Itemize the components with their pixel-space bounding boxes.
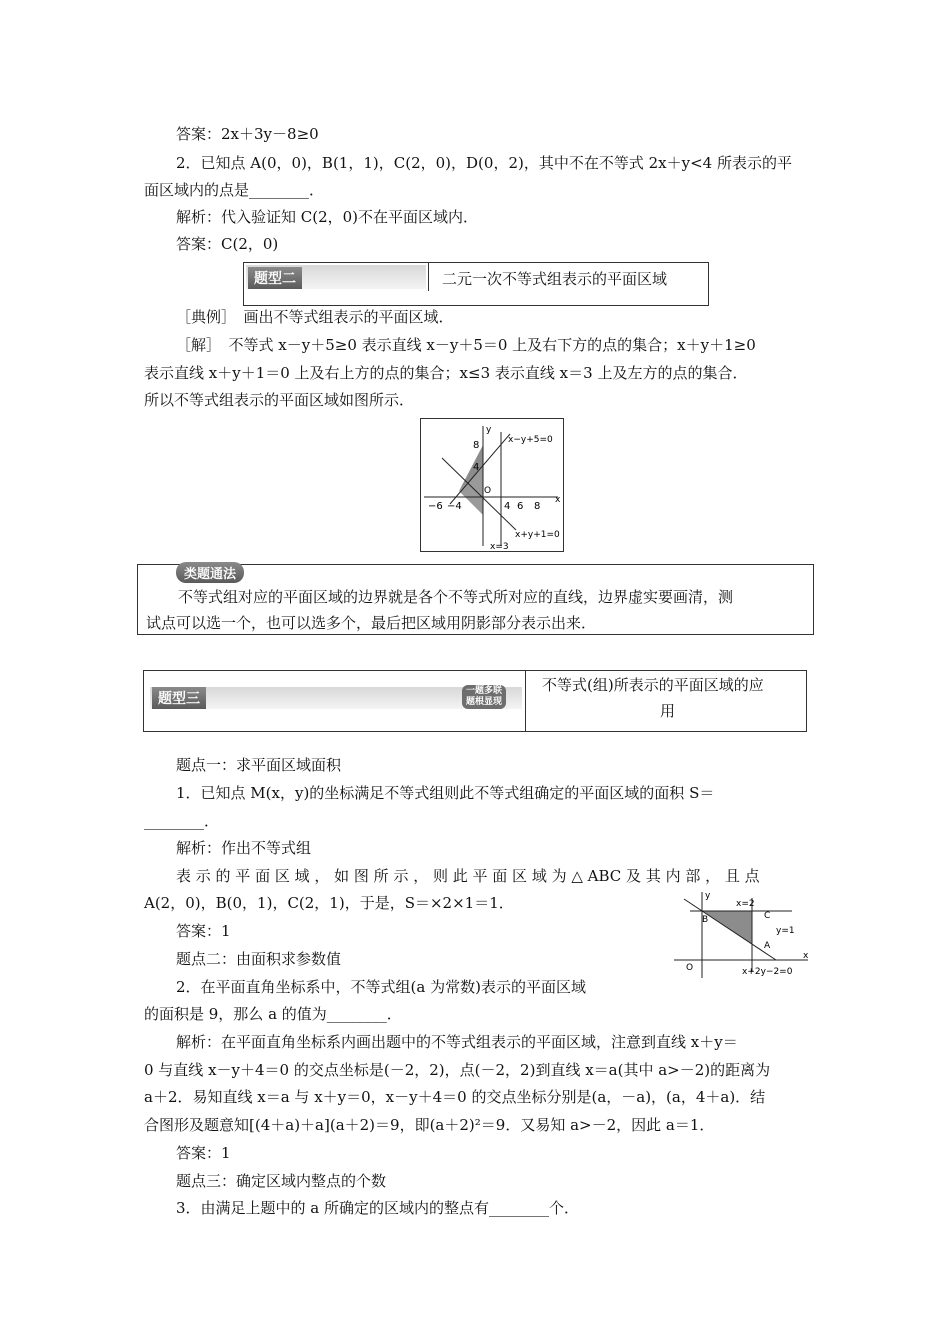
label-line-b: x+y+1=0 [515,530,560,540]
origin-label: O [484,486,492,496]
badge-line-2: 题根显现 [466,697,503,707]
method-line-1: 不等式组对应的平面区域的边界就是各个不等式所对应的直线，边界虚实要画清，测 [178,588,734,606]
analysis-line: 0 与直线 x－y＋4＝0 的交点坐标是(－2，2)，点(－2，2)到直线 x＝a(其中 a>－2)的距离为 [144,1061,771,1079]
solution-line: 所以不等式组表示的平面区域如图所示． [144,391,415,409]
analysis-line: a＋2．易知直线 x＝a 与 x＋y＝0，x－y＋4＝0 的交点坐标分别是(a，－a)，(a，4＋a)．结 [144,1088,766,1106]
point-c: C [764,911,771,921]
line-diag [684,899,776,960]
analysis-line: 解析：代入验证知 C(2，0)不在平面区域内． [176,208,479,226]
point-b: B [702,915,709,925]
answer-line: 答案：C(2，0) [176,235,279,253]
topic-title: 二元一次不等式组表示的平面区域 [442,270,668,288]
topic-tag: 题型三 [152,687,206,709]
subtopic-heading: 题点一：求平面区域面积 [176,756,342,774]
x-label: x [803,951,809,961]
subtopic-heading: 题点三：确定区域内整点的个数 [176,1172,387,1190]
topic-title-1: 不等式(组)所表示的平面区域的应 [542,676,764,694]
topic-title-2: 用 [660,702,676,720]
example-line: ［典例］ 画出不等式组表示的平面区域． [176,308,454,326]
question-2b: 2．在平面直角坐标系中，不等式组(a 为常数)表示的平面区域 [176,978,586,996]
point-a: A [764,941,771,951]
question-2-cont: 面区域内的点是________． [144,181,325,199]
method-line-2: 试点可以选一个，也可以选多个，最后把区域用阴影部分表示出来． [146,614,597,632]
tick-x-neg4: −4 [447,501,462,512]
answer-line: 答案：2x＋3y－8≥0 [176,125,319,143]
analysis-line: 表 示 的 平 面 区 域 ， 如 图 所 示 ， 则 此 平 面 区 域 为 △ ABC 及 其 内 部 ， 且 点 [176,867,760,885]
solution-line: ［解］ 不等式 x－y＋5≥0 表示直线 x－y＋5＝0 上及右下方的点的集合；x＋y＋1≥0 [176,336,756,354]
y-label: y [486,425,492,435]
method-tag: 类题通法 [176,562,244,583]
tick-x-8: 8 [534,501,541,512]
label-y1: y=1 [776,926,795,936]
question-2b-cont: 的面积是 9，那么 a 的值为________． [144,1005,402,1023]
x-label: x [555,495,561,505]
answer-line: 答案：1 [176,1144,231,1162]
topic-banner-2 [243,262,709,306]
question-1: 1．已知点 M(x，y)的坐标满足不等式组则此不等式组确定的平面区域的面积 S＝ [176,784,715,802]
topic-tag: 题型二 [248,267,302,289]
tick-x-6: 6 [517,501,524,512]
analysis-line: A(2，0)，B(0，1)，C(2，1)，于是，S＝×2×1＝1． [144,894,514,912]
analysis-line: 合图形及题意知[(4＋a)＋a](a＋2)＝9，即(a＋2)²＝9．又易知 a>－2，因此 a＝1． [144,1116,715,1134]
label-diag: x+2y−2=0 [742,967,793,977]
y-label: y [705,891,711,901]
figure-region-2 [672,888,812,980]
figure-region-1 [420,418,564,552]
tick-y-4: 4 [473,462,480,473]
answer-line: 答案：1 [176,922,231,940]
question-3: 3．由满足上题中的 a 所确定的区域内的整点有________个． [176,1199,580,1217]
tick-x-neg6: −6 [428,501,443,512]
label-line-c: x=3 [490,542,509,552]
method-box [137,564,814,635]
subtopic-heading: 题点二：由面积求参数值 [176,950,342,968]
topic-banner-3 [143,670,807,732]
analysis-line: 解析：作出不等式组 [176,839,312,857]
question-1-cont: ________． [144,812,220,830]
tick-y-8: 8 [473,440,480,451]
label-line-a: x−y+5=0 [508,435,553,445]
label-x2: x=2 [736,899,755,909]
tick-x-4: 4 [504,501,511,512]
badge [462,685,506,709]
origin-label: O [686,963,694,973]
question-2: 2．已知点 A(0，0)，B(1，1)，C(2，0)，D(0，2)，其中不在不等式 2x＋y<4 所表示的平 [176,154,792,172]
solution-line: 表示直线 x＋y＋1＝0 上及右上方的点的集合；x≤3 表示直线 x＝3 上及左方的点的集合． [144,364,748,382]
badge-line-1: 一题多联 [466,686,503,696]
analysis-line: 解析：在平面直角坐标系内画出题中的不等式组表示的平面区域，注意到直线 x＋y＝ [176,1033,738,1051]
